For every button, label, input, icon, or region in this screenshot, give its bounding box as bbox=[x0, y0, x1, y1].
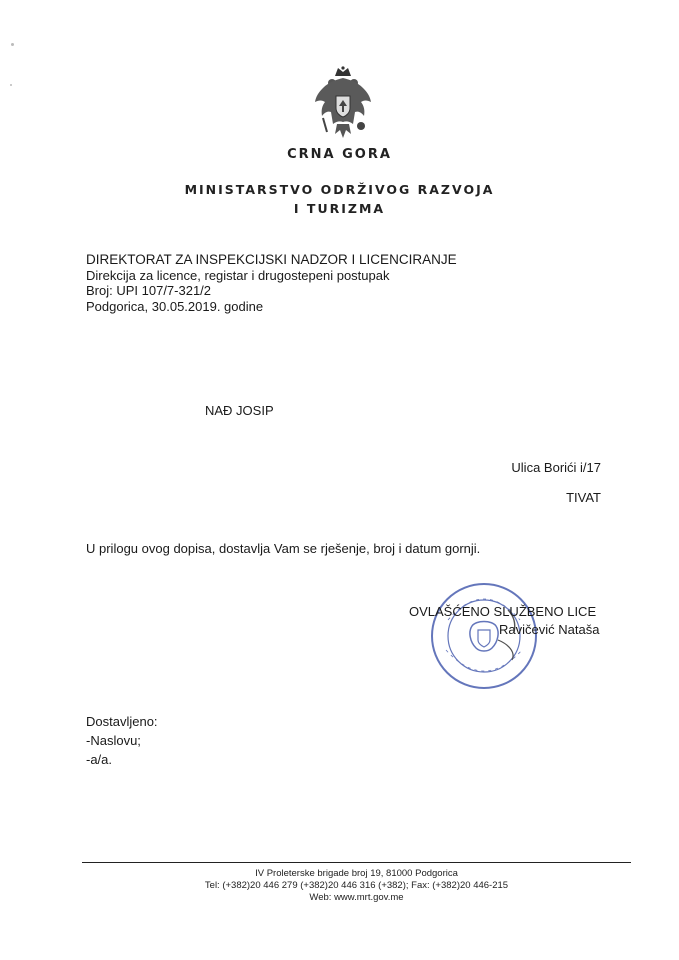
delivery-list bbox=[86, 712, 158, 769]
ministry-line-2: I TURIZMA bbox=[293, 201, 386, 216]
footer-address: IV Proleterske brigade broj 19, 81000 Podgorica bbox=[255, 868, 458, 879]
recipient-address bbox=[511, 453, 601, 513]
scan-speck bbox=[10, 84, 12, 86]
signature-block bbox=[409, 603, 599, 639]
delivery-item: -a/a. bbox=[86, 752, 113, 767]
recipient-name: NAĐ JOSIP bbox=[205, 403, 274, 418]
coat-of-arms-icon bbox=[313, 66, 373, 148]
recipient-street: Ulica Borići i/17 bbox=[511, 460, 601, 475]
footer-phones: Tel: (+382)20 446 279 (+382)20 446 316 (+382); Fax: (+382)20 446-215 bbox=[204, 880, 509, 891]
delivery-item: -Naslovu; bbox=[86, 733, 141, 748]
department-name: Direkcija za licence, registar i drugostepeni postupak bbox=[86, 267, 390, 283]
reference-number: Broj: UPI 107/7-321/2 bbox=[86, 283, 212, 298]
signature-title: OVLAŠĆENO SLUŽBENO LICE bbox=[409, 604, 597, 619]
letter-body: U prilogu ovog dopisa, dostavlja Vam se rješenje, broj i datum gornji. bbox=[86, 541, 481, 556]
country-name: CRNA GORA bbox=[287, 147, 392, 162]
ministry-name bbox=[0, 180, 679, 218]
ministry-line-1: MINISTARSTVO ODRŽIVOG RAZVOJA bbox=[184, 182, 495, 197]
scan-speck bbox=[11, 43, 14, 46]
place-date: Podgorica, 30.05.2019. godine bbox=[86, 298, 264, 314]
document-header bbox=[86, 252, 457, 314]
recipient-city: TIVAT bbox=[566, 490, 601, 505]
delivery-heading: Dostavljeno: bbox=[86, 714, 158, 729]
footer bbox=[82, 868, 631, 904]
footer-divider bbox=[82, 862, 631, 863]
directorate-name: DIREKTORAT ZA INSPEKCIJSKI NADZOR I LICENCIRANJE bbox=[86, 252, 457, 267]
signatory-name: Ravičević Nataša bbox=[499, 622, 600, 637]
footer-web: Web: www.mrt.gov.me bbox=[309, 892, 404, 903]
